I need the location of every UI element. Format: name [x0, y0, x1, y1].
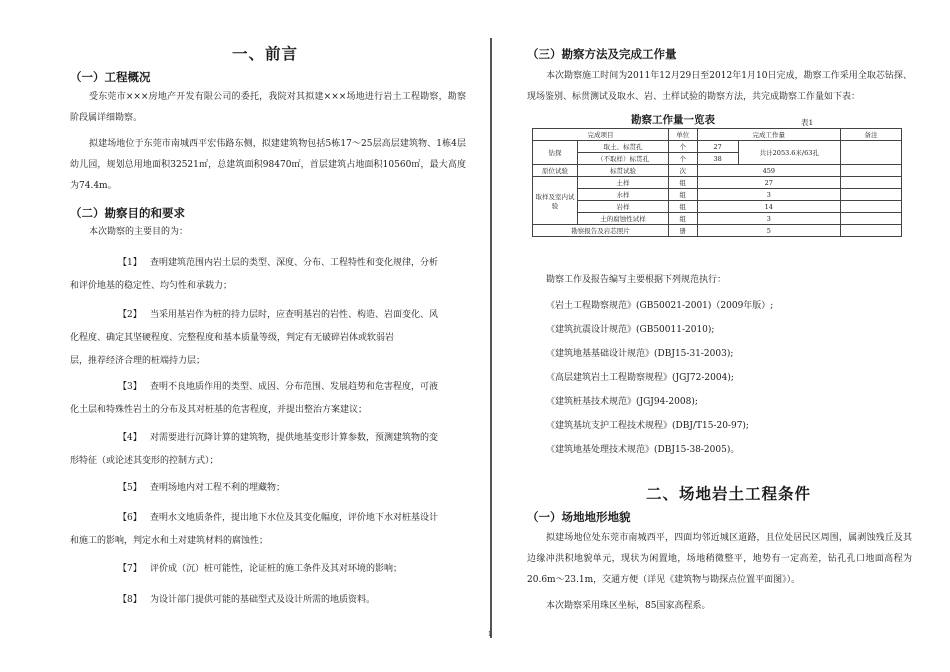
requirement-text-line: 形特征（或论述其变形的控制方式）；: [70, 456, 219, 466]
table-header-row: [533, 129, 902, 141]
section-3-para: 本次勘察施工时间为2011年12月29日至2012年1月10日完成，勘察工作采用全取芯钻探、现场鉴别、标贯测试及取水、岩、土样试验的勘察方法，共完成勘察工作量如下表：: [527, 71, 912, 102]
row-name: 取土、标贯孔: [578, 141, 669, 153]
requirement-number: 【1】: [118, 258, 142, 268]
table-row: [533, 165, 902, 177]
note-cell: [841, 141, 902, 165]
row-value: 14: [697, 201, 840, 213]
requirement-text-line: 查明水文地质条件，提出地下水位及其变化幅度，评价地下水对桩基设计: [150, 513, 439, 523]
row-unit: 册: [668, 225, 697, 237]
section-1-title: （一）工程概况: [70, 70, 151, 84]
row-unit: 个: [668, 141, 697, 153]
section-4-para-1: 拟建场地位处东莞市南城西平，四面均邻近城区道路，且位处居民区周围，属剥蚀残丘及其边缘冲洪积地貌单元，现状为闲置地，场地稍微整平，地势有一定高差，钻孔孔口地面高程为20.6m～23.1m，交通方便（详见《建筑物与勘探点位置平面图》）。: [527, 533, 912, 585]
requirement-text-line: 和评价地基的稳定性、均匀性和承载力；: [70, 281, 233, 291]
requirement-1: [70, 252, 466, 298]
standard-item: 《建筑地基基础设计规范》(DBJ15-31-2003);: [546, 349, 734, 359]
requirement-4: [70, 427, 466, 473]
standard-item: 《建筑基坑支护工程技术规程》(DBJ/T15-20-97);: [546, 421, 749, 431]
table-row: [533, 225, 902, 237]
row-name: （不取样）标贯孔: [578, 153, 669, 165]
standard-item: 《建筑地基处理技术规范》(DBJ15-38-2005)。: [546, 445, 740, 455]
requirement-text-line: 查明不良地质作用的类型、成因、分布范围、发展趋势和危害程度，可液: [150, 382, 439, 392]
header-unit: 单位: [668, 129, 697, 141]
requirement-6: [70, 507, 466, 553]
standard-item: 《建筑抗震设计规范》(GB50011-2010);: [546, 325, 715, 335]
table-row: [533, 177, 902, 189]
requirement-text-line: 和施工的影响，判定水和土对建筑材料的腐蚀性；: [70, 536, 269, 546]
section-1-para-2: 拟建场地位于东莞市南城西平宏伟路东侧，拟建建筑物包括5栋17～25层高层建筑物、1栋4层幼儿园，规划总用地面积32521㎡，总建筑面积98470㎡，首层建筑占地面积10560㎡，最大高度为74.4m。: [70, 139, 466, 191]
section-2-intro: 本次勘察的主要目的为：: [89, 227, 189, 237]
note-cell: [841, 165, 902, 177]
row-unit: 个: [668, 153, 697, 165]
note-cell: [841, 225, 902, 237]
column-divider: [490, 38, 492, 638]
table-row: [533, 189, 902, 201]
row-unit: 组: [668, 177, 697, 189]
row-name: 岩样: [578, 201, 669, 213]
row-value: 459: [697, 165, 840, 177]
note-cell: [841, 201, 902, 213]
requirement-number: 【7】: [118, 564, 142, 574]
section-4-title: （一）场地地形地貌: [527, 510, 631, 524]
table-number: 表1: [801, 118, 814, 127]
section-3-title: （三）勘察方法及完成工作量: [527, 47, 677, 61]
row-value: 38: [697, 153, 738, 165]
standard-item: 《岩土工程勘察规范》(GB50021-2001)（2009年版）;: [546, 301, 774, 311]
requirement-number: 【8】: [118, 595, 142, 605]
lab-label: 取样及室内试验: [533, 177, 578, 225]
chapter-2-title: 二、场地岩土工程条件: [646, 485, 812, 503]
requirement-text-line: 化程度、确定其坚硬程度、完整程度和基本质量等级，判定有无破碎岩体或软弱岩: [70, 333, 395, 343]
drill-total: 共计2053.6米/63孔: [738, 141, 840, 165]
requirement-text-line: 为设计部门提供可能的基础型式及设计所需的地质资料。: [150, 595, 376, 605]
note-cell: [841, 189, 902, 201]
requirement-8: [70, 589, 466, 612]
requirement-text-line: 查明建筑范围内岩土层的类型、深度、分布、工程特性和变化规律，分析: [150, 258, 439, 268]
row-value: 5: [697, 225, 840, 237]
row-name: 水样: [578, 189, 669, 201]
page-number: 1: [488, 631, 492, 638]
note-cell: [841, 177, 902, 189]
requirement-3: [70, 376, 466, 422]
row-name: 勘察报告及岩芯照片: [533, 225, 669, 237]
requirement-text-line: 层，推荐经济合理的桩端持力层；: [70, 356, 206, 366]
row-unit: 组: [668, 213, 697, 225]
requirement-number: 【3】: [118, 382, 142, 392]
requirement-2: [70, 304, 466, 373]
row-unit: 组: [668, 189, 697, 201]
header-item: 完成项目: [533, 129, 669, 141]
row-unit: 次: [668, 165, 697, 177]
section-2-title: （二）勘察目的和要求: [70, 206, 185, 220]
requirement-number: 【5】: [118, 483, 142, 493]
section-1-para-1: 受东莞市×××房地产开发有限公司的委托，我院对其拟建×××场地进行岩土工程勘察，勘察阶段属详细勘察。: [70, 92, 466, 123]
row-name: 土的腐蚀性试样: [578, 213, 669, 225]
standard-item: 《建筑桩基技术规范》(JGJ94-2008);: [546, 397, 698, 407]
row-name: 标贯试验: [578, 165, 669, 177]
chapter-1-title: 一、前言: [232, 45, 299, 63]
requirement-number: 【4】: [118, 433, 142, 443]
insitu-label: 原位试验: [533, 165, 578, 177]
requirement-5: [70, 477, 466, 500]
table-row: [533, 201, 902, 213]
standards-intro: 勘察工作及报告编写主要根据下列规范执行：: [546, 275, 727, 285]
drill-label: 钻探: [533, 141, 578, 165]
table-title: 勘察工作量一览表: [631, 114, 715, 126]
table-row: [533, 213, 902, 225]
row-value: 3: [697, 213, 840, 225]
requirement-text-line: 对需要进行沉降计算的建筑物，提供地基变形计算参数，预测建筑物的变: [150, 433, 439, 443]
section-4-para-2: 本次勘察采用珠区坐标，85国家高程系。: [546, 601, 711, 611]
note-cell: [841, 213, 902, 225]
row-value: 27: [697, 141, 738, 153]
header-note: 备注: [841, 129, 902, 141]
requirement-text-line: 查明场地内对工程不利的埋藏物；: [150, 483, 286, 493]
row-value: 27: [697, 177, 840, 189]
row-value: 3: [697, 189, 840, 201]
requirement-text-line: 评价成（沉）桩可能性，论证桩的施工条件及其对环境的影响；: [150, 564, 403, 574]
requirement-text-line: 化土层和特殊性岩土的分布及其对桩基的危害程度，并提出整治方案建议；: [70, 405, 368, 415]
requirement-text-line: 当采用基岩作为桩的持力层时，应查明基岩的岩性、构造、岩面变化、风: [150, 310, 439, 320]
requirement-7: [70, 558, 466, 581]
row-unit: 组: [668, 201, 697, 213]
requirement-number: 【6】: [118, 513, 142, 523]
header-done: 完成工作量: [697, 129, 840, 141]
row-name: 土样: [578, 177, 669, 189]
table-row: [533, 141, 902, 153]
standard-item: 《高层建筑岩土工程勘察规程》(JGJ72-2004);: [546, 373, 734, 383]
requirement-number: 【2】: [118, 310, 142, 320]
workload-table: [532, 128, 902, 237]
